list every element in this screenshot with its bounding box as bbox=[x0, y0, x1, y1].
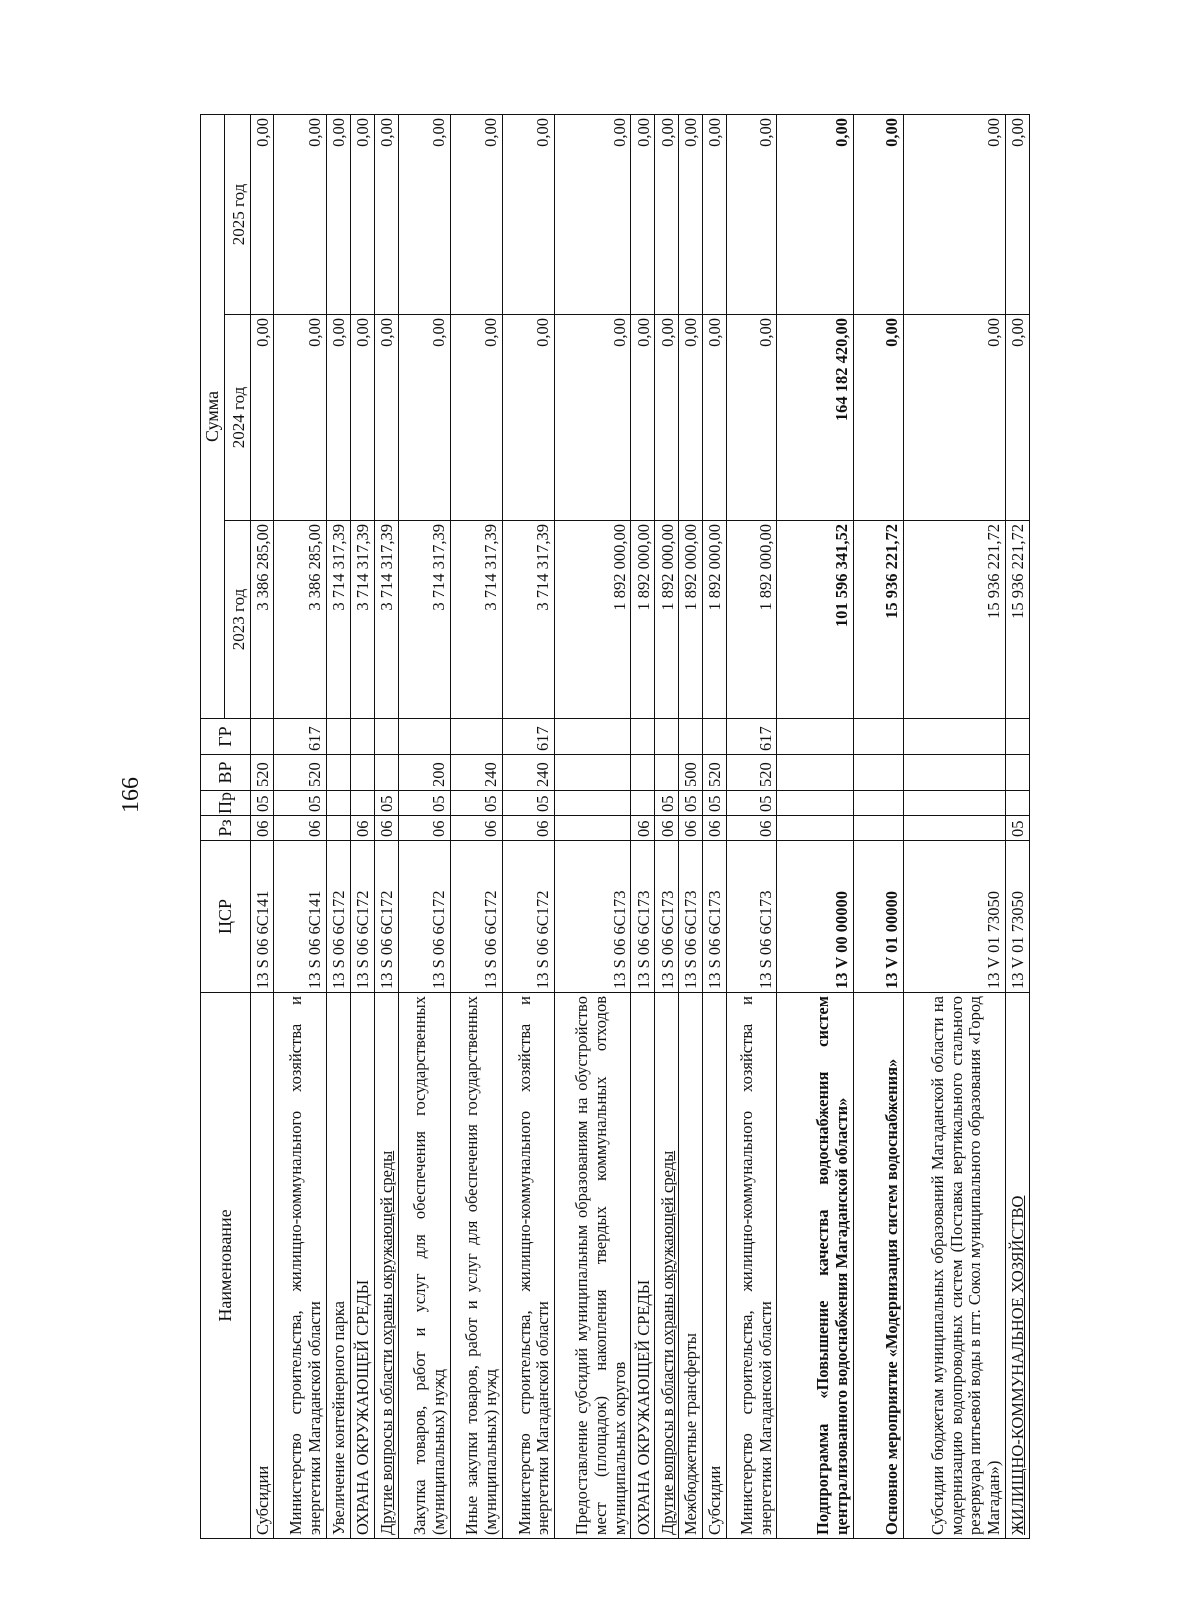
cell-rz: 06 bbox=[274, 816, 326, 841]
header-rz: Рз bbox=[201, 816, 251, 841]
header-2024: 2024 год bbox=[224, 315, 250, 521]
budget-table bbox=[200, 114, 1030, 1539]
cell-y2024: 0,00 bbox=[853, 315, 903, 521]
cell-rz: 06 bbox=[679, 816, 703, 841]
cell-vr bbox=[903, 755, 1005, 791]
cell-y2023: 15 936 221,72 bbox=[903, 521, 1005, 719]
cell-y2023: 1 892 000,00 bbox=[631, 521, 655, 719]
cell-csr: 13 S 06 6С173 bbox=[679, 841, 703, 993]
cell-y2025: 0,00 bbox=[250, 114, 274, 314]
cell-pr bbox=[777, 791, 853, 816]
cell-rz bbox=[555, 816, 631, 841]
cell-csr: 13 V 01 00000 bbox=[853, 841, 903, 993]
cell-csr: 13 S 06 6С173 bbox=[655, 841, 679, 993]
header-2025: 2025 год bbox=[224, 114, 250, 314]
cell-vr: 240 bbox=[503, 755, 555, 791]
row-name-text: Межбюджетные трансферты bbox=[681, 1332, 701, 1535]
cell-gr bbox=[777, 719, 853, 755]
cell-name bbox=[655, 993, 679, 1539]
table-row bbox=[679, 114, 703, 1538]
cell-pr bbox=[631, 791, 655, 816]
header-sum: Сумма bbox=[201, 114, 225, 718]
cell-y2025: 0,00 bbox=[398, 114, 450, 314]
cell-y2024: 0,00 bbox=[374, 315, 398, 521]
row-name-text: Основное мероприятие «Модернизация систем водоснабжения» bbox=[881, 1058, 901, 1535]
table-row bbox=[350, 114, 374, 1538]
cell-pr bbox=[555, 791, 631, 816]
cell-name bbox=[274, 993, 326, 1539]
cell-csr: 13 S 06 6С173 bbox=[555, 841, 631, 993]
cell-y2024: 0,00 bbox=[398, 315, 450, 521]
cell-y2023: 1 892 000,00 bbox=[655, 521, 679, 719]
cell-y2023: 1 892 000,00 bbox=[727, 521, 777, 719]
table-row bbox=[374, 114, 398, 1538]
row-name-text: ОХРАНА ОКРУЖАЮЩЕЙ СРЕДЫ bbox=[352, 1279, 372, 1535]
row-name-text: Субсидии bbox=[705, 1465, 725, 1535]
cell-pr bbox=[1005, 791, 1029, 816]
cell-pr bbox=[350, 791, 374, 816]
table-row bbox=[703, 114, 727, 1538]
cell-name bbox=[326, 993, 350, 1539]
cell-y2023: 15 936 221,72 bbox=[853, 521, 903, 719]
cell-pr bbox=[326, 791, 350, 816]
cell-vr bbox=[1005, 755, 1029, 791]
cell-vr bbox=[326, 755, 350, 791]
header-vr: ВР bbox=[201, 755, 251, 791]
cell-csr: 13 S 06 6С172 bbox=[350, 841, 374, 993]
cell-rz bbox=[777, 816, 853, 841]
row-name-text: Иные закупки товаров, работ и услуг для обеспечения государственных (муниципальных) нужд bbox=[462, 996, 501, 1535]
cell-y2024: 0,00 bbox=[703, 315, 727, 521]
cell-pr bbox=[853, 791, 903, 816]
cell-y2023: 3 386 285,00 bbox=[250, 521, 274, 719]
cell-vr: 240 bbox=[450, 755, 502, 791]
cell-gr bbox=[326, 719, 350, 755]
cell-y2024: 0,00 bbox=[250, 315, 274, 521]
cell-rz bbox=[853, 816, 903, 841]
row-name-text: Субсидии bbox=[252, 1465, 272, 1535]
cell-pr: 05 bbox=[679, 791, 703, 816]
cell-rz: 06 bbox=[703, 816, 727, 841]
cell-vr: 520 bbox=[703, 755, 727, 791]
table-row bbox=[555, 114, 631, 1538]
cell-gr bbox=[398, 719, 450, 755]
row-name-text: Подпрограмма «Повышение качества водоснабжения систем централизованного водоснабжения Магаданской области» bbox=[812, 996, 851, 1535]
cell-csr: 13 S 06 6С141 bbox=[274, 841, 326, 993]
cell-rz: 06 bbox=[398, 816, 450, 841]
row-name-text: Закупка товаров, работ и услуг для обеспечения государственных (муниципальных) нужд bbox=[410, 996, 448, 1535]
cell-gr: 617 bbox=[503, 719, 555, 755]
cell-pr: 05 bbox=[398, 791, 450, 816]
cell-vr: 520 bbox=[250, 755, 274, 791]
cell-y2023: 3 714 317,39 bbox=[374, 521, 398, 719]
cell-rz bbox=[903, 816, 1005, 841]
table-row bbox=[655, 114, 679, 1538]
cell-name bbox=[450, 993, 502, 1539]
table-row bbox=[727, 114, 777, 1538]
header-2023: 2023 год bbox=[224, 521, 250, 719]
cell-y2023: 1 892 000,00 bbox=[555, 521, 631, 719]
cell-y2025: 0,00 bbox=[727, 114, 777, 314]
cell-rz: 06 bbox=[450, 816, 502, 841]
cell-pr: 05 bbox=[374, 791, 398, 816]
table-row bbox=[631, 114, 655, 1538]
cell-name bbox=[555, 993, 631, 1539]
table-row bbox=[326, 114, 350, 1538]
cell-y2024: 0,00 bbox=[503, 315, 555, 521]
cell-rz: 06 bbox=[374, 816, 398, 841]
cell-gr bbox=[374, 719, 398, 755]
cell-y2024: 0,00 bbox=[679, 315, 703, 521]
cell-gr bbox=[350, 719, 374, 755]
cell-vr: 520 bbox=[274, 755, 326, 791]
cell-csr: 13 V 01 73050 bbox=[1005, 841, 1029, 993]
cell-name bbox=[398, 993, 450, 1539]
cell-csr: 13 S 06 6С172 bbox=[374, 841, 398, 993]
cell-gr bbox=[703, 719, 727, 755]
cell-y2025: 0,00 bbox=[703, 114, 727, 314]
cell-name bbox=[503, 993, 555, 1539]
cell-y2025: 0,00 bbox=[679, 114, 703, 314]
cell-y2023: 3 714 317,39 bbox=[350, 521, 374, 719]
cell-y2025: 0,00 bbox=[503, 114, 555, 314]
cell-rz: 06 bbox=[503, 816, 555, 841]
cell-vr bbox=[655, 755, 679, 791]
cell-y2025: 0,00 bbox=[350, 114, 374, 314]
cell-name bbox=[374, 993, 398, 1539]
cell-csr: 13 S 06 6С173 bbox=[727, 841, 777, 993]
cell-y2024: 0,00 bbox=[1005, 315, 1029, 521]
cell-gr bbox=[853, 719, 903, 755]
row-name-text: Субсидии бюджетам муниципальных образований Магаданской области на модернизацию водопроводных систем (Поставка вертикального стального резервуара питьевой воды в пгт. Сокол муниципального образования «Город Магадан») bbox=[927, 996, 1004, 1535]
cell-gr bbox=[555, 719, 631, 755]
cell-y2025: 0,00 bbox=[777, 114, 853, 314]
cell-y2025: 0,00 bbox=[450, 114, 502, 314]
cell-gr bbox=[1005, 719, 1029, 755]
cell-vr bbox=[853, 755, 903, 791]
cell-csr: 13 S 06 6С173 bbox=[631, 841, 655, 993]
cell-csr: 13 S 06 6С141 bbox=[250, 841, 274, 993]
cell-y2025: 0,00 bbox=[326, 114, 350, 314]
cell-y2024: 0,00 bbox=[555, 315, 631, 521]
row-name-text: ОХРАНА ОКРУЖАЮЩЕЙ СРЕДЫ bbox=[633, 1279, 653, 1535]
table-row bbox=[853, 114, 903, 1538]
cell-name bbox=[250, 993, 274, 1539]
cell-y2025: 0,00 bbox=[374, 114, 398, 314]
cell-vr bbox=[350, 755, 374, 791]
cell-y2024: 0,00 bbox=[274, 315, 326, 521]
header-pr: Пр bbox=[201, 791, 251, 816]
cell-y2023: 3 714 317,39 bbox=[398, 521, 450, 719]
cell-y2023: 1 892 000,00 bbox=[679, 521, 703, 719]
cell-rz: 06 bbox=[655, 816, 679, 841]
table-row bbox=[903, 114, 1005, 1538]
cell-vr bbox=[555, 755, 631, 791]
row-name-text: Другие вопросы в области охраны окружающей среды bbox=[657, 1150, 677, 1535]
cell-y2023: 1 892 000,00 bbox=[703, 521, 727, 719]
cell-pr: 05 bbox=[703, 791, 727, 816]
cell-pr: 05 bbox=[250, 791, 274, 816]
table-row bbox=[250, 114, 274, 1538]
cell-csr: 13 S 06 6С172 bbox=[450, 841, 502, 993]
cell-vr: 200 bbox=[398, 755, 450, 791]
cell-y2025: 0,00 bbox=[903, 114, 1005, 314]
cell-y2024: 0,00 bbox=[727, 315, 777, 521]
table-row bbox=[450, 114, 502, 1538]
cell-pr: 05 bbox=[727, 791, 777, 816]
row-name-text: Предоставление субсидий муниципальным образованиям на обустройство мест (площадок) накопления твердых коммунальных отходов муниципальных округов bbox=[572, 996, 629, 1535]
table-row bbox=[1005, 114, 1029, 1538]
cell-gr bbox=[250, 719, 274, 755]
cell-csr: 13 S 06 6С172 bbox=[398, 841, 450, 993]
cell-y2025: 0,00 bbox=[631, 114, 655, 314]
cell-name bbox=[679, 993, 703, 1539]
cell-y2023: 101 596 341,52 bbox=[777, 521, 853, 719]
page-number: 166 bbox=[118, 777, 144, 813]
row-name-text: Другие вопросы в области охраны окружающей среды bbox=[376, 1150, 396, 1535]
header-name: Наименование bbox=[201, 993, 251, 1539]
cell-y2023: 15 936 221,72 bbox=[1005, 521, 1029, 719]
cell-y2024: 0,00 bbox=[631, 315, 655, 521]
cell-y2023: 3 714 317,39 bbox=[450, 521, 502, 719]
cell-y2023: 3 386 285,00 bbox=[274, 521, 326, 719]
cell-gr bbox=[450, 719, 502, 755]
cell-y2024: 0,00 bbox=[655, 315, 679, 521]
row-name-text: Министерство строительства, жилищно-коммунального хозяйства и энергетики Магаданской области bbox=[286, 996, 324, 1535]
cell-name bbox=[903, 993, 1005, 1539]
cell-vr bbox=[631, 755, 655, 791]
cell-gr bbox=[903, 719, 1005, 755]
cell-name bbox=[777, 993, 853, 1539]
row-name-text: Министерство строительства, жилищно-коммунального хозяйства и энергетики Магаданской области bbox=[514, 996, 553, 1535]
cell-name bbox=[703, 993, 727, 1539]
cell-name bbox=[1005, 993, 1029, 1539]
cell-rz: 05 bbox=[1005, 816, 1029, 841]
cell-y2025: 0,00 bbox=[555, 114, 631, 314]
table-row bbox=[777, 114, 853, 1538]
cell-y2023: 3 714 317,39 bbox=[326, 521, 350, 719]
cell-rz: 06 bbox=[350, 816, 374, 841]
row-name-text: ЖИЛИЩНО-КОММУНАЛЬНОЕ ХОЗЯЙСТВО bbox=[1008, 1195, 1028, 1535]
cell-vr: 500 bbox=[679, 755, 703, 791]
cell-csr: 13 S 06 6С173 bbox=[703, 841, 727, 993]
row-name-text: Увеличение контейнерного парка bbox=[328, 1301, 348, 1535]
cell-y2023: 3 714 317,39 bbox=[503, 521, 555, 719]
cell-csr: 13 S 06 6С172 bbox=[503, 841, 555, 993]
cell-rz: 06 bbox=[727, 816, 777, 841]
cell-gr: 617 bbox=[274, 719, 326, 755]
table-row bbox=[398, 114, 450, 1538]
cell-csr: 13 V 00 00000 bbox=[777, 841, 853, 993]
cell-gr: 617 bbox=[727, 719, 777, 755]
cell-pr: 05 bbox=[503, 791, 555, 816]
cell-pr: 05 bbox=[274, 791, 326, 816]
cell-vr: 520 bbox=[727, 755, 777, 791]
cell-gr bbox=[655, 719, 679, 755]
header-csr: ЦСР bbox=[201, 841, 251, 993]
cell-y2025: 0,00 bbox=[1005, 114, 1029, 314]
cell-y2024: 0,00 bbox=[350, 315, 374, 521]
rotated-page bbox=[200, 115, 1030, 1539]
cell-gr bbox=[631, 719, 655, 755]
cell-rz: 06 bbox=[250, 816, 274, 841]
cell-name bbox=[350, 993, 374, 1539]
table-row bbox=[274, 114, 326, 1538]
cell-vr bbox=[374, 755, 398, 791]
cell-pr: 05 bbox=[655, 791, 679, 816]
cell-y2025: 0,00 bbox=[853, 114, 903, 314]
cell-csr: 13 V 01 73050 bbox=[903, 841, 1005, 993]
cell-y2025: 0,00 bbox=[274, 114, 326, 314]
cell-y2024: 164 182 420,00 bbox=[777, 315, 853, 521]
table-body bbox=[250, 114, 1029, 1538]
cell-y2024: 0,00 bbox=[450, 315, 502, 521]
cell-pr bbox=[903, 791, 1005, 816]
cell-vr bbox=[777, 755, 853, 791]
header-gr: ГР bbox=[201, 719, 251, 755]
cell-pr: 05 bbox=[450, 791, 502, 816]
row-name-text: Министерство строительства, жилищно-коммунального хозяйства и энергетики Магаданской области bbox=[736, 996, 775, 1535]
cell-y2024: 0,00 bbox=[326, 315, 350, 521]
cell-gr bbox=[679, 719, 703, 755]
cell-name bbox=[727, 993, 777, 1539]
cell-y2025: 0,00 bbox=[655, 114, 679, 314]
cell-name bbox=[853, 993, 903, 1539]
cell-csr: 13 S 06 6С172 bbox=[326, 841, 350, 993]
cell-rz: 06 bbox=[631, 816, 655, 841]
cell-y2024: 0,00 bbox=[903, 315, 1005, 521]
cell-name bbox=[631, 993, 655, 1539]
table-row bbox=[503, 114, 555, 1538]
cell-rz bbox=[326, 816, 350, 841]
